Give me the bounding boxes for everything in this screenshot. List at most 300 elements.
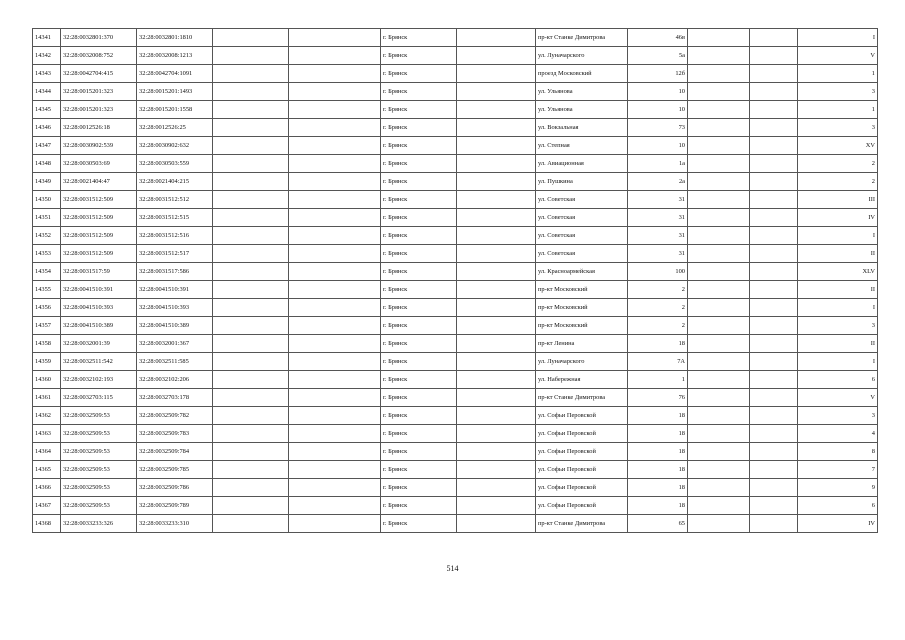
table-cell: 32:28:0030902:632 [137,137,213,155]
table-cell [289,371,381,389]
table-cell: 32:28:0041510:391 [137,281,213,299]
table-cell: I [798,299,878,317]
table-cell [750,29,798,47]
table-cell [688,119,750,137]
table-cell [688,353,750,371]
table-cell: 1 [798,101,878,119]
table-cell: 32:28:0041510:389 [137,317,213,335]
table-cell [213,209,289,227]
table-row [33,29,878,47]
table-cell: 14346 [33,119,61,137]
table-cell [688,299,750,317]
table-cell: 5а [628,47,688,65]
table-row [33,191,878,209]
table-cell: г. Брянск [381,47,457,65]
table-cell [688,371,750,389]
table-cell [213,317,289,335]
table-cell: 2а [628,173,688,191]
table-cell: IV [798,515,878,533]
table-row [33,137,878,155]
table-cell [289,137,381,155]
table-cell: 14353 [33,245,61,263]
table-cell [688,209,750,227]
table-cell: 32:28:0030503:69 [61,155,137,173]
table-cell [457,65,536,83]
table-cell: 32:28:0021404:47 [61,173,137,191]
table-cell [289,317,381,335]
table-cell: 32:28:0032001:39 [61,335,137,353]
table-cell [750,101,798,119]
table-cell: 32:28:0031517:586 [137,263,213,281]
table-cell: 32:28:0015201:323 [61,83,137,101]
table-cell: I [798,227,878,245]
table-cell: 32:28:0042704:1091 [137,65,213,83]
table-row [33,281,878,299]
table-cell [750,155,798,173]
table-cell: 32:28:0032509:789 [137,497,213,515]
table-cell [688,515,750,533]
table-cell [213,65,289,83]
table-cell: пр-кт Московский [536,299,628,317]
table-cell: IV [798,209,878,227]
table-cell [289,155,381,173]
table-cell: г. Брянск [381,407,457,425]
table-cell: 6 [798,497,878,515]
table-cell [750,425,798,443]
table-cell [213,263,289,281]
table-cell: г. Брянск [381,245,457,263]
table-cell [688,137,750,155]
table-cell: г. Брянск [381,353,457,371]
table-row [33,65,878,83]
table-cell: г. Брянск [381,173,457,191]
table-cell: проезд Московский [536,65,628,83]
table-cell: ул. Пушкина [536,173,628,191]
table-cell: 14356 [33,299,61,317]
table-cell: 31 [628,209,688,227]
table-cell: 6 [798,371,878,389]
table-cell [213,245,289,263]
table-cell [688,173,750,191]
table-cell: 32:28:0031512:509 [61,191,137,209]
table-cell: ул. Софьи Перовской [536,461,628,479]
table-cell [688,191,750,209]
table-row [33,371,878,389]
table-cell [688,425,750,443]
table-cell: 1 [798,65,878,83]
table-cell [750,209,798,227]
table-cell: 32:28:0030902:539 [61,137,137,155]
table-cell [213,371,289,389]
table-cell: г. Брянск [381,29,457,47]
table-cell [213,29,289,47]
table-cell [688,443,750,461]
table-cell: V [798,47,878,65]
table-cell: 2 [628,299,688,317]
table-cell [750,407,798,425]
table-row [33,317,878,335]
table-cell: 32:28:0032509:53 [61,443,137,461]
table-cell [213,389,289,407]
table-cell: г. Брянск [381,155,457,173]
table-cell: 31 [628,227,688,245]
table-row [33,299,878,317]
table-cell [213,155,289,173]
table-cell [289,83,381,101]
table-cell: г. Брянск [381,65,457,83]
table-cell: г. Брянск [381,263,457,281]
table-cell: 32:28:0015201:1558 [137,101,213,119]
table-row [33,461,878,479]
table-cell: 10 [628,137,688,155]
table-cell: XLV [798,263,878,281]
table-cell [213,443,289,461]
table-cell [457,371,536,389]
table-cell: 32:28:0032102:206 [137,371,213,389]
table-row [33,101,878,119]
table-cell [457,461,536,479]
table-cell [213,407,289,425]
table-cell [457,137,536,155]
table-cell: II [798,281,878,299]
table-cell [213,191,289,209]
table-cell: г. Брянск [381,335,457,353]
table-row [33,443,878,461]
table-cell: ул. Советская [536,245,628,263]
table-cell: 14368 [33,515,61,533]
table-cell: I [798,353,878,371]
table-cell [289,479,381,497]
table-cell: 32:28:0032509:786 [137,479,213,497]
table-cell: 32:28:0032008:752 [61,47,137,65]
table-cell: 32:28:0031512:509 [61,209,137,227]
table-cell [289,389,381,407]
table-cell [750,479,798,497]
table-cell: 32:28:0032509:53 [61,407,137,425]
table-cell [213,137,289,155]
table-cell: 46в [628,29,688,47]
table-cell [289,461,381,479]
table-cell: 3 [798,317,878,335]
table-cell: ул. Набережная [536,371,628,389]
table-cell [457,443,536,461]
table-cell [457,101,536,119]
table-cell: 3 [798,119,878,137]
table-cell: 32:28:0015201:1493 [137,83,213,101]
table-cell: 14354 [33,263,61,281]
table-cell [688,317,750,335]
table-cell [750,443,798,461]
table-cell: 10 [628,83,688,101]
table-cell [688,29,750,47]
table-cell: г. Брянск [381,497,457,515]
table-cell [289,407,381,425]
table-cell: ул. Советская [536,227,628,245]
table-cell: 14363 [33,425,61,443]
table-cell: г. Брянск [381,191,457,209]
table-cell: г. Брянск [381,371,457,389]
table-cell: 1а [628,155,688,173]
table-row [33,515,878,533]
table-cell: 8 [798,443,878,461]
table-cell [457,245,536,263]
table-cell [457,515,536,533]
table-cell: ул. Софьи Перовской [536,497,628,515]
table-row [33,47,878,65]
table-cell: 32:28:0032511:542 [61,353,137,371]
table-cell: 32:28:0032102:193 [61,371,137,389]
table-cell [688,83,750,101]
table-cell [213,299,289,317]
table-cell: 18 [628,425,688,443]
table-cell [289,227,381,245]
table-cell: 14361 [33,389,61,407]
table-cell: 14343 [33,65,61,83]
table-cell: г. Брянск [381,137,457,155]
table-cell [688,155,750,173]
table-cell: 32:28:0015201:323 [61,101,137,119]
table-row [33,497,878,515]
table-cell [688,461,750,479]
table-cell: ул. Ульянова [536,101,628,119]
table-cell [289,47,381,65]
table-cell: 32:28:0032801:370 [61,29,137,47]
table-cell [289,299,381,317]
table-cell: 14360 [33,371,61,389]
table-cell [688,281,750,299]
table-cell [457,389,536,407]
table-cell: 31 [628,191,688,209]
table-cell [457,299,536,317]
table-cell: г. Брянск [381,317,457,335]
table-cell [457,407,536,425]
table-cell: 32:28:0012526:25 [137,119,213,137]
table-cell [750,497,798,515]
table-cell: 32:28:0031512:509 [61,227,137,245]
table-cell [457,497,536,515]
table-cell: г. Брянск [381,281,457,299]
table-cell: 32:28:0032509:784 [137,443,213,461]
table-cell [688,101,750,119]
table-cell: 73 [628,119,688,137]
table-cell: 14341 [33,29,61,47]
table-cell: пр-кт Московский [536,281,628,299]
table-cell: пр-кт Станке Димитрова [536,389,628,407]
table-cell [289,497,381,515]
table-cell [750,227,798,245]
table-cell [289,425,381,443]
table-cell [457,29,536,47]
table-cell [457,317,536,335]
table-cell [213,173,289,191]
table-cell [289,191,381,209]
table-cell: 10 [628,101,688,119]
table-cell: 14365 [33,461,61,479]
table-cell [213,227,289,245]
table-cell [688,65,750,83]
table-row [33,83,878,101]
table-row [33,155,878,173]
table-row [33,389,878,407]
table-cell [750,191,798,209]
table-cell: г. Брянск [381,83,457,101]
table-cell [289,515,381,533]
table-cell [289,245,381,263]
table-cell: г. Брянск [381,101,457,119]
table-cell [289,119,381,137]
table-cell: 18 [628,443,688,461]
table-cell [457,263,536,281]
table-cell: 32:28:0030503:559 [137,155,213,173]
table-cell: 1 [628,371,688,389]
table-cell [289,353,381,371]
table-cell: г. Брянск [381,515,457,533]
table-cell: XV [798,137,878,155]
table-body [33,29,878,533]
table-cell: 14355 [33,281,61,299]
table-cell: г. Брянск [381,389,457,407]
table-row [33,245,878,263]
table-cell [688,389,750,407]
table-cell [289,209,381,227]
table-cell: II [798,335,878,353]
table-cell [750,353,798,371]
table-cell: 32:28:0031512:509 [61,245,137,263]
table-cell [213,47,289,65]
table-cell [750,371,798,389]
table-cell [750,515,798,533]
table-cell: г. Брянск [381,461,457,479]
table-row [33,119,878,137]
table-cell: 32:28:0041510:391 [61,281,137,299]
table-cell: 100 [628,263,688,281]
table-cell [457,191,536,209]
table-cell: 32:28:0042704:415 [61,65,137,83]
table-cell [457,425,536,443]
table-row [33,425,878,443]
table-cell [213,335,289,353]
table-cell [289,65,381,83]
table-row [33,227,878,245]
table-cell: 14358 [33,335,61,353]
table-cell: 32:28:0041510:389 [61,317,137,335]
table-cell [457,47,536,65]
table-cell [289,263,381,281]
table-cell: 65 [628,515,688,533]
table-cell: 32:28:0031512:515 [137,209,213,227]
table-cell [213,83,289,101]
table-cell [457,335,536,353]
table-cell [289,281,381,299]
table-cell [688,245,750,263]
table-cell: 31 [628,245,688,263]
table-cell: 32:28:0033233:326 [61,515,137,533]
table-cell [213,497,289,515]
table-cell [750,47,798,65]
table-cell [457,227,536,245]
table-cell: г. Брянск [381,209,457,227]
table-cell: 76 [628,389,688,407]
table-cell: ул. Авиационная [536,155,628,173]
table-cell [289,29,381,47]
table-cell [213,515,289,533]
table-cell [457,281,536,299]
table-cell [688,263,750,281]
table-cell: 32:28:0032509:53 [61,479,137,497]
table-cell: ул. Вокзальная [536,119,628,137]
table-cell: ул. Софьи Перовской [536,443,628,461]
table-cell: 14366 [33,479,61,497]
table-cell: 32:28:0032509:783 [137,425,213,443]
table-cell: ул. Луначарского [536,353,628,371]
table-cell [750,335,798,353]
table-cell: 32:28:0012526:18 [61,119,137,137]
table-cell [750,281,798,299]
table-cell: 14347 [33,137,61,155]
table-cell: 2 [628,281,688,299]
table-cell [688,47,750,65]
table-cell: 7 [798,461,878,479]
table-cell: 14344 [33,83,61,101]
table-row [33,353,878,371]
table-cell: 14357 [33,317,61,335]
table-cell: 32:28:0032001:367 [137,335,213,353]
table-cell [213,119,289,137]
table-row [33,173,878,191]
table-cell: г. Брянск [381,299,457,317]
table-cell [688,335,750,353]
table-cell: 18 [628,479,688,497]
table-cell [457,155,536,173]
table-cell: 14351 [33,209,61,227]
table-cell: III [798,191,878,209]
table-cell: ул. Софьи Перовской [536,425,628,443]
table-cell: 14345 [33,101,61,119]
table-cell: 32:28:0032509:782 [137,407,213,425]
table-cell: ул. Софьи Перовской [536,407,628,425]
register-table [32,28,878,533]
table-cell [688,407,750,425]
table-cell: 9 [798,479,878,497]
table-cell [688,227,750,245]
table-cell: г. Брянск [381,443,457,461]
table-cell [213,353,289,371]
table-cell: 32:28:0031512:516 [137,227,213,245]
table-cell [750,65,798,83]
table-cell: 18 [628,407,688,425]
table-cell [213,461,289,479]
table-cell: 7А [628,353,688,371]
table-cell: I [798,29,878,47]
table-cell [289,101,381,119]
table-cell [213,281,289,299]
table-cell: 14350 [33,191,61,209]
page-number: 514 [446,564,459,573]
table-cell: 14349 [33,173,61,191]
table-cell [750,83,798,101]
table-cell: 32:28:0033233:310 [137,515,213,533]
table-cell [213,479,289,497]
table-cell [688,497,750,515]
table-cell: 14342 [33,47,61,65]
table-cell: 2 [798,173,878,191]
table-cell: 32:28:0032509:53 [61,497,137,515]
table-cell: 14359 [33,353,61,371]
table-cell: 3 [798,83,878,101]
table-cell: ул. Советская [536,209,628,227]
table-cell [750,461,798,479]
table-cell: пр-кт Станке Димитрова [536,515,628,533]
